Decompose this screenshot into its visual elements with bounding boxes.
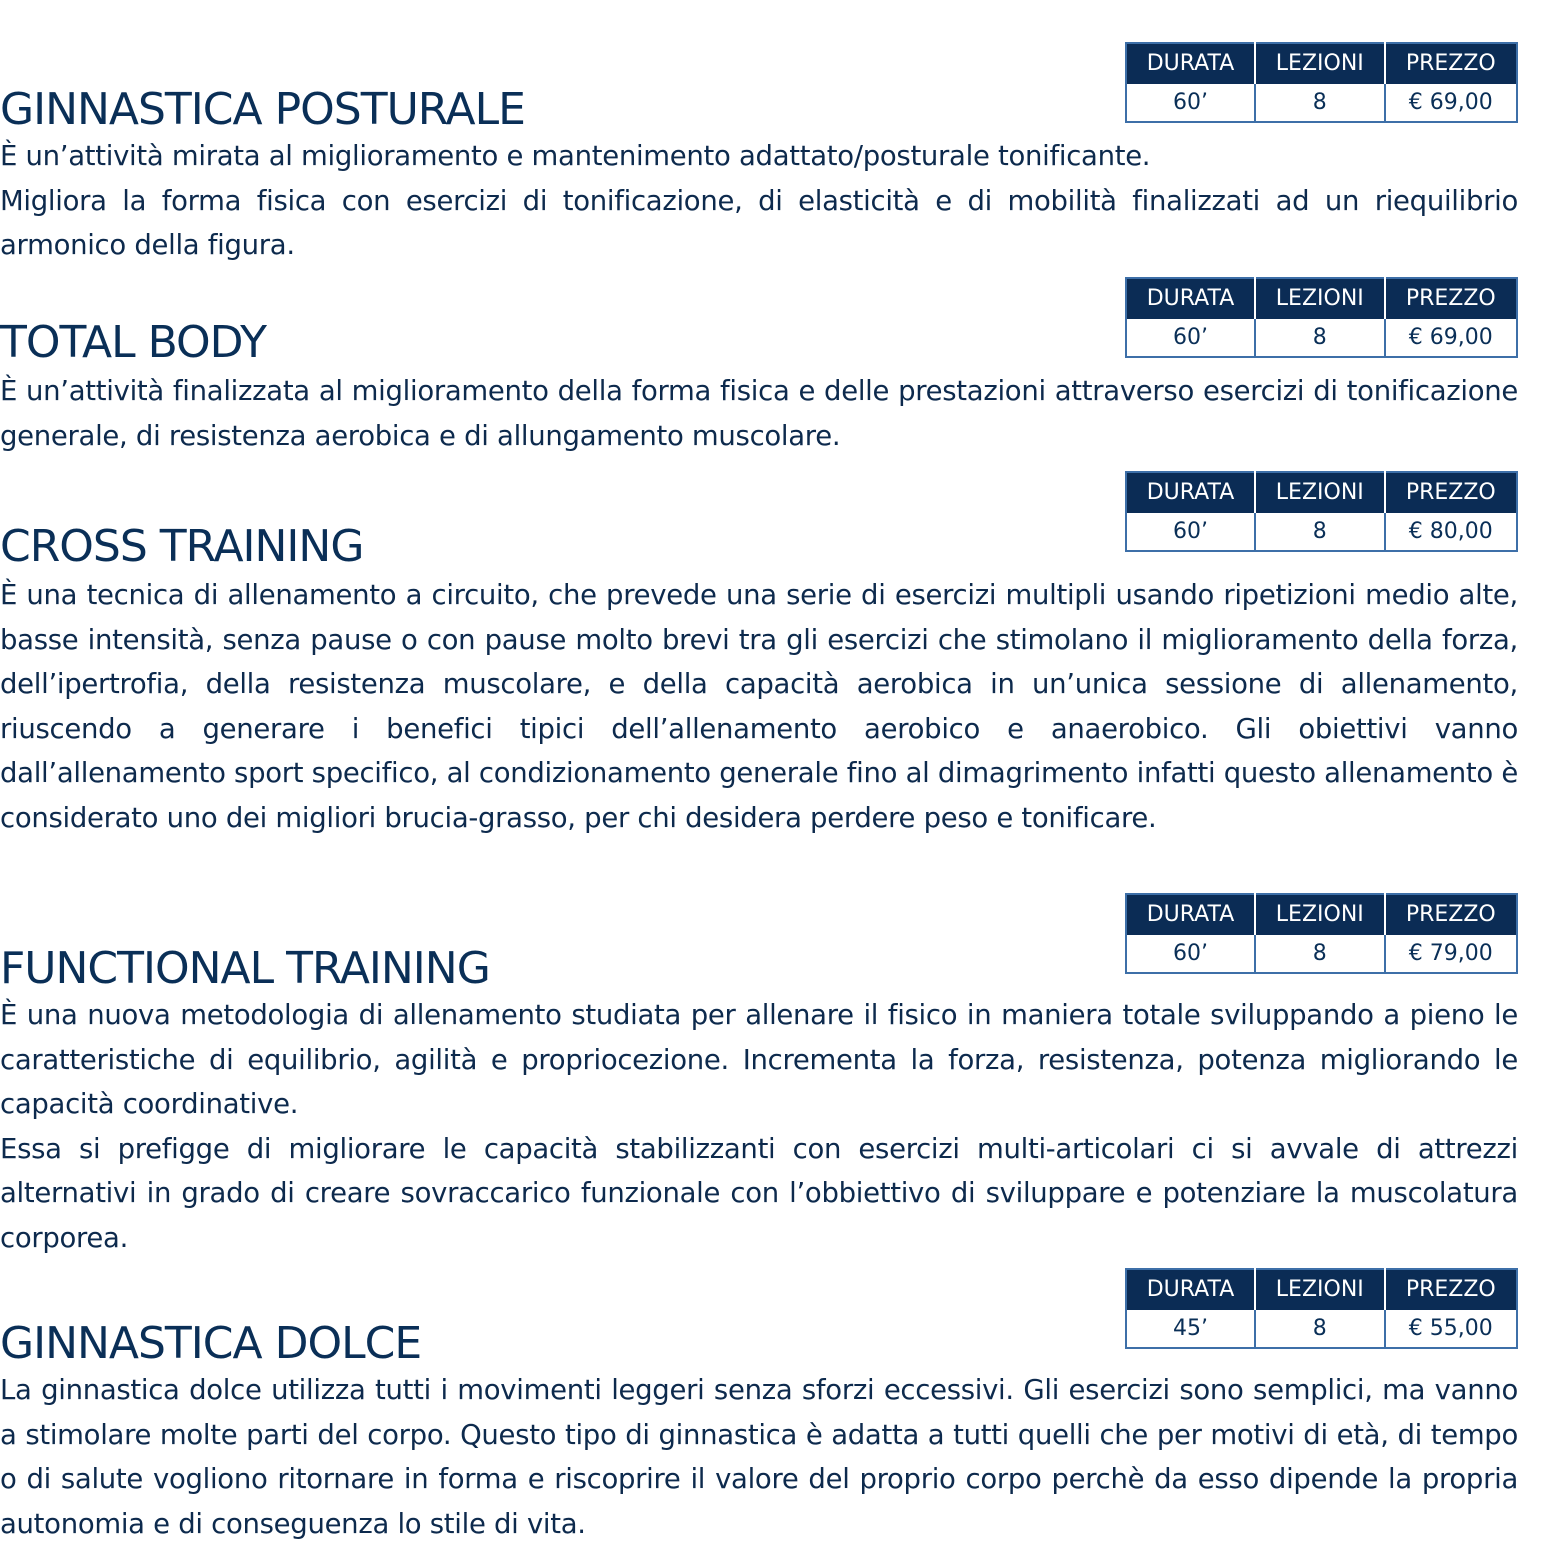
header-duration: DURATA: [1126, 43, 1255, 84]
price-value: € 55,00: [1385, 1310, 1517, 1348]
header-price: PREZZO: [1385, 1269, 1517, 1310]
lessons-value: 8: [1255, 319, 1385, 357]
course-title: GINNASTICA DOLCE: [0, 1318, 422, 1369]
header-price: PREZZO: [1385, 894, 1517, 935]
duration-value: 45’: [1126, 1310, 1255, 1348]
course-info-table: [1125, 893, 1518, 974]
price-value: € 69,00: [1385, 84, 1517, 122]
description-paragraph: Migliora la forma fisica con esercizi di tonificazione, di elasticità e di mobilità finalizzati ad un riequilibrio armonico della figura.: [0, 184, 1518, 262]
lessons-value: 8: [1255, 513, 1385, 551]
price-value: € 69,00: [1385, 319, 1517, 357]
description-paragraph: La ginnastica dolce utilizza tutti i movimenti leggeri senza sforzi eccessivi. Gli esercizi sono semplici, ma vanno a stimolare molte parti del corpo. Questo tipo di ginnastica è adatta a tutti quelli che per motivi di età, di tempo o di salute vogliono ritornare in forma e riscoprire il valore del proprio corpo perchè da esso dipende la propria autonomia e di conseguenza lo stile di vita.: [0, 1374, 1518, 1540]
description-paragraph: È una nuova metodologia di allenamento studiata per allenare il fisico in maniera totale sviluppando a pieno le caratteristiche di equilibrio, agilità e propriocezione. Incrementa la forza, resistenza, potenza migliorando le capacità coordinative.: [0, 999, 1518, 1121]
course-title: FUNCTIONAL TRAINING: [0, 943, 490, 994]
description-paragraph: È un’attività mirata al miglioramento e mantenimento adattato/posturale tonificante.: [0, 140, 1151, 172]
duration-value: 60’: [1126, 319, 1255, 357]
course-description: [0, 573, 1518, 841]
header-lessons: LEZIONI: [1255, 1269, 1385, 1310]
header-duration: DURATA: [1126, 472, 1255, 513]
price-value: € 80,00: [1385, 513, 1517, 551]
course-info-table: [1125, 1268, 1518, 1349]
header-duration: DURATA: [1126, 894, 1255, 935]
lessons-value: 8: [1255, 1310, 1385, 1348]
description-paragraph: È una tecnica di allenamento a circuito, che prevede una serie di esercizi multipli usando ripetizioni medio alte, basse intensità, senza pause o con pause molto brevi tra gli esercizi che stimolano il miglioramento della forza, dell’ipertrofia, della resistenza muscolare, e della capacità aerobica in un’unica sessione di allenamento, riuscendo a generare i benefici tipici dell’allenamento aerobico e anaerobico. Gli obiettivi vanno dall’allenamento sport specifico, al condizionamento generale fino al dimagrimento infatti questo allenamento è considerato uno dei migliori brucia-grasso, per chi desidera perdere peso e tonificare.: [0, 579, 1518, 834]
course-title: TOTAL BODY: [0, 317, 266, 368]
duration-value: 60’: [1126, 84, 1255, 122]
description-paragraph: Essa si prefigge di migliorare le capacità stabilizzanti con esercizi multi-articolari ci si avvale di attrezzi alternativi in grado di creare sovraccarico funzionale con l’obbiettivo di sviluppare e potenziare la muscolatura corporea.: [0, 1132, 1518, 1254]
course-description: [0, 134, 1518, 268]
course-description: [0, 1368, 1518, 1546]
duration-value: 60’: [1126, 935, 1255, 973]
lessons-value: 8: [1255, 84, 1385, 122]
header-price: PREZZO: [1385, 472, 1517, 513]
course-title: GINNASTICA POSTURALE: [0, 84, 525, 135]
header-price: PREZZO: [1385, 43, 1517, 84]
course-info-table: [1125, 471, 1518, 552]
description-paragraph: È un’attività finalizzata al miglioramento della forma fisica e delle prestazioni attraverso esercizi di tonificazione generale, di resistenza aerobica e di allungamento muscolare.: [0, 375, 1518, 452]
course-info-table: [1125, 277, 1518, 358]
header-lessons: LEZIONI: [1255, 43, 1385, 84]
course-description: [0, 369, 1518, 458]
course-description: [0, 993, 1518, 1261]
header-lessons: LEZIONI: [1255, 472, 1385, 513]
header-duration: DURATA: [1126, 1269, 1255, 1310]
duration-value: 60’: [1126, 513, 1255, 551]
header-duration: DURATA: [1126, 278, 1255, 319]
course-title: CROSS TRAINING: [0, 521, 364, 572]
header-price: PREZZO: [1385, 278, 1517, 319]
price-value: € 79,00: [1385, 935, 1517, 973]
header-lessons: LEZIONI: [1255, 278, 1385, 319]
lessons-value: 8: [1255, 935, 1385, 973]
course-info-table: [1125, 42, 1518, 123]
header-lessons: LEZIONI: [1255, 894, 1385, 935]
